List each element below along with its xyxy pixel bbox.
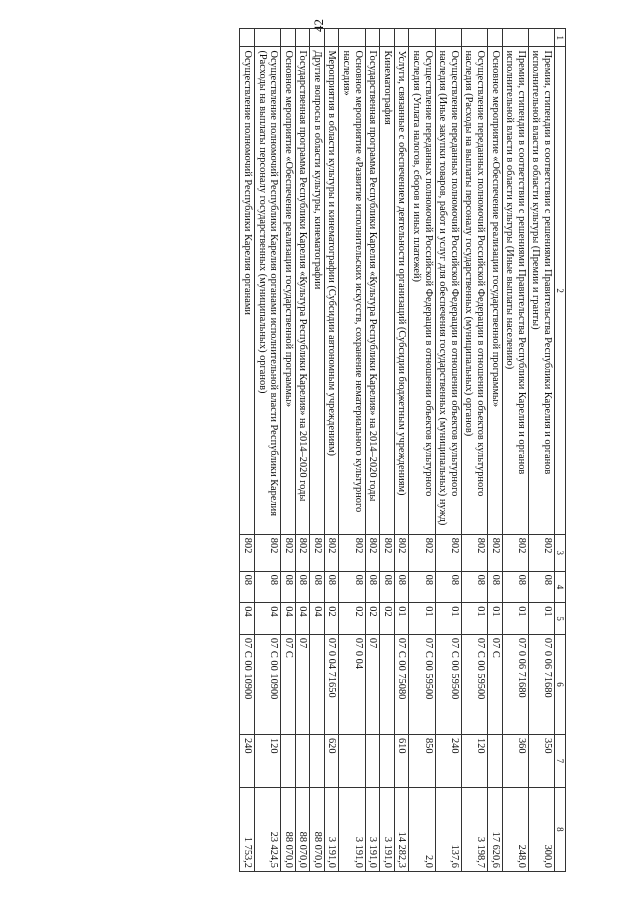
cell-expense-type: [488, 734, 503, 787]
cell-ministry: 802: [394, 534, 409, 571]
cell-ministry: 802: [488, 534, 503, 571]
cell-target-article: 07 0 04: [339, 634, 365, 734]
cell-subsection: 04: [310, 603, 325, 635]
cell-target-article: 07 С: [488, 634, 503, 734]
cell-subsection: 04: [281, 603, 296, 635]
cell-expense-type: 620: [324, 734, 339, 787]
cell-subsection: 01: [528, 603, 554, 635]
cell-amount: 3 191,0: [339, 787, 365, 871]
cell-subsection: 02: [324, 603, 339, 635]
cell-empty: [365, 29, 380, 47]
cell-expense-type: [310, 734, 325, 787]
cell-name: Основное мероприятие «Обеспечение реализации государственной программы»: [488, 47, 503, 534]
cell-section: 08: [310, 571, 325, 603]
cell-empty: [394, 29, 409, 47]
table-row: [409, 29, 435, 872]
budget-table: [239, 28, 566, 872]
cell-expense-type: 240: [240, 734, 255, 787]
cell-subsection: 01: [461, 603, 487, 635]
cell-subsection: 01: [394, 603, 409, 635]
cell-subsection: 01: [435, 603, 461, 635]
cell-name: Осуществление полномочий Республики Карелия органами исполнительной власти Республики Карелия (Расходы на выплаты персоналу государственных (муниципальных) органов): [254, 47, 280, 534]
cell-empty: [281, 29, 296, 47]
cell-ministry: 802: [310, 534, 325, 571]
cell-empty: [240, 29, 255, 47]
cell-subsection: 01: [409, 603, 435, 635]
cell-section: 08: [365, 571, 380, 603]
cell-section: 08: [339, 571, 365, 603]
cell-amount: 3 191,0: [365, 787, 380, 871]
cell-name: Основное мероприятие «Развитие исполнительских искусств, сохранение нематериального культурного наследия»: [339, 47, 365, 534]
cell-section: 08: [528, 571, 554, 603]
cell-empty: [254, 29, 280, 47]
cell-expense-type: 120: [461, 734, 487, 787]
cell-expense-type: 360: [502, 734, 528, 787]
cell-empty: [461, 29, 487, 47]
table-row: [295, 29, 310, 872]
cell-target-article: [380, 634, 395, 734]
cell-name: Осуществление переданных полномочий Российской Федерации в отношении объектов культурного наследия (Иные закупки товаров, работ и услуг для обеспечения государственных (муниципальных) нужд): [435, 47, 461, 534]
cell-ministry: 802: [281, 534, 296, 571]
cell-amount: 300,0: [528, 787, 554, 871]
cell-target-article: 07 0 06 71680: [502, 634, 528, 734]
cell-amount: 88 070,0: [281, 787, 296, 871]
cell-target-article: 07 С: [281, 634, 296, 734]
cell-subsection: 02: [339, 603, 365, 635]
cell-ministry: 802: [502, 534, 528, 571]
cell-name: Услуги, связанные с обеспечением деятельности организаций (Субсидии бюджетным учреждениям): [394, 47, 409, 534]
budget-table-rotated: [70, 28, 566, 872]
cell-target-article: 07 С 00 59500: [461, 634, 487, 734]
table-row: [281, 29, 296, 872]
cell-section: 08: [409, 571, 435, 603]
cell-section: 08: [295, 571, 310, 603]
cell-ministry: 802: [380, 534, 395, 571]
cell-section: 08: [502, 571, 528, 603]
cell-subsection: 01: [488, 603, 503, 635]
header-col-2: 2: [555, 47, 566, 534]
cell-empty: [488, 29, 503, 47]
cell-subsection: 04: [254, 603, 280, 635]
table-row: [339, 29, 365, 872]
cell-section: 08: [488, 571, 503, 603]
cell-section: 08: [394, 571, 409, 603]
cell-section: 08: [240, 571, 255, 603]
cell-expense-type: [365, 734, 380, 787]
cell-expense-type: 350: [528, 734, 554, 787]
header-col-7: 7: [555, 734, 566, 787]
cell-name: Кинематография: [380, 47, 395, 534]
cell-subsection: 02: [365, 603, 380, 635]
cell-target-article: 07: [295, 634, 310, 734]
cell-amount: 23 424,5: [254, 787, 280, 871]
cell-amount: 88 070,0: [295, 787, 310, 871]
cell-subsection: 04: [295, 603, 310, 635]
cell-ministry: 802: [409, 534, 435, 571]
cell-section: 08: [254, 571, 280, 603]
cell-empty: [528, 29, 554, 47]
cell-name: Другие вопросы в области культуры, кинематографии: [310, 47, 325, 534]
cell-empty: [409, 29, 435, 47]
table-row: [488, 29, 503, 872]
header-col-3: 3: [555, 534, 566, 571]
cell-target-article: 07 С 00 59500: [409, 634, 435, 734]
cell-amount: 2,0: [409, 787, 435, 871]
cell-empty: [324, 29, 339, 47]
cell-target-article: [310, 634, 325, 734]
cell-name: Премии, стипендии в соответствии с решениями Правительства Республики Карелия и органов исполнительной власти в области культуры (Иные выплаты населению): [502, 47, 528, 534]
cell-target-article: 07 С 00 59500: [435, 634, 461, 734]
header-col-8: 8: [555, 787, 566, 871]
table-row: [394, 29, 409, 872]
cell-subsection: 01: [502, 603, 528, 635]
cell-target-article: 07 0 06 71680: [528, 634, 554, 734]
cell-subsection: 02: [380, 603, 395, 635]
header-col-6: 6: [555, 634, 566, 734]
cell-target-article: 07: [365, 634, 380, 734]
table-row: [528, 29, 554, 872]
cell-amount: 3 198,7: [461, 787, 487, 871]
cell-expense-type: [339, 734, 365, 787]
cell-amount: 1 753,2: [240, 787, 255, 871]
cell-amount: 3 191,0: [380, 787, 395, 871]
cell-ministry: 802: [435, 534, 461, 571]
cell-name: Осуществление полномочий Республики Карелия органами: [240, 47, 255, 534]
cell-name: Осуществление переданных полномочий Российской Федерации в отношении объектов культурного наследия (Уплата налогов, сборов и иных платежей): [409, 47, 435, 534]
cell-ministry: 802: [339, 534, 365, 571]
cell-expense-type: [295, 734, 310, 787]
table-row: [380, 29, 395, 872]
cell-empty: [502, 29, 528, 47]
cell-subsection: 04: [240, 603, 255, 635]
cell-name: Осуществление переданных полномочий Российской Федерации в отношении объектов культурного наследия (Расходы на выплаты персоналу государственных (муниципальных) органов): [461, 47, 487, 534]
cell-name: Премии, стипендии в соответствии с решениями Правительства Республики Карелия и органов исполнительной власти в области культуры (Премии и гранты): [528, 47, 554, 534]
cell-amount: 17 620,6: [488, 787, 503, 871]
cell-target-article: 07 0 04 71650: [324, 634, 339, 734]
cell-ministry: 802: [365, 534, 380, 571]
page-number: 42: [311, 19, 326, 32]
cell-empty: [435, 29, 461, 47]
cell-expense-type: [380, 734, 395, 787]
table-row: [365, 29, 380, 872]
cell-section: 08: [281, 571, 296, 603]
cell-ministry: 802: [461, 534, 487, 571]
table-row: [502, 29, 528, 872]
table-row: [310, 29, 325, 872]
cell-amount: 3 191,0: [324, 787, 339, 871]
cell-ministry: 802: [240, 534, 255, 571]
cell-section: 08: [435, 571, 461, 603]
cell-name: Государственная программа Республики Карелия «Культура Республики Карелия» на 2014–2020 годы: [365, 47, 380, 534]
cell-name: Мероприятия в области культуры и кинематографии (Субсидии автономным учреждениям): [324, 47, 339, 534]
cell-expense-type: 240: [435, 734, 461, 787]
cell-expense-type: 120: [254, 734, 280, 787]
cell-empty: [310, 29, 325, 47]
cell-ministry: 802: [528, 534, 554, 571]
header-col-4: 4: [555, 571, 566, 603]
cell-amount: 248,0: [502, 787, 528, 871]
table-row: [435, 29, 461, 872]
cell-name: Государственная программа Республики Карелия «Культура Республики Карелия» на 2014–2020 годы: [295, 47, 310, 534]
cell-section: 08: [380, 571, 395, 603]
table-row: [240, 29, 255, 872]
cell-empty: [339, 29, 365, 47]
table-body: [240, 29, 555, 872]
cell-expense-type: [281, 734, 296, 787]
cell-amount: 137,6: [435, 787, 461, 871]
cell-target-article: 07 С 00 10900: [240, 634, 255, 734]
table-header: [555, 29, 566, 872]
cell-amount: 88 070,0: [310, 787, 325, 871]
cell-name: Основное мероприятие «Обеспечение реализации государственной программы»: [281, 47, 296, 534]
cell-section: 08: [324, 571, 339, 603]
cell-target-article: 07 С 00 75080: [394, 634, 409, 734]
cell-empty: [295, 29, 310, 47]
header-col-1: 1: [555, 29, 566, 47]
table-row: [254, 29, 280, 872]
table-row: [324, 29, 339, 872]
cell-expense-type: 610: [394, 734, 409, 787]
cell-ministry: 802: [254, 534, 280, 571]
header-col-5: 5: [555, 603, 566, 635]
table-row: [461, 29, 487, 872]
cell-amount: 14 282,3: [394, 787, 409, 871]
cell-section: 08: [461, 571, 487, 603]
cell-target-article: 07 С 00 10900: [254, 634, 280, 734]
cell-expense-type: 850: [409, 734, 435, 787]
cell-ministry: 802: [324, 534, 339, 571]
cell-ministry: 802: [295, 534, 310, 571]
cell-empty: [380, 29, 395, 47]
